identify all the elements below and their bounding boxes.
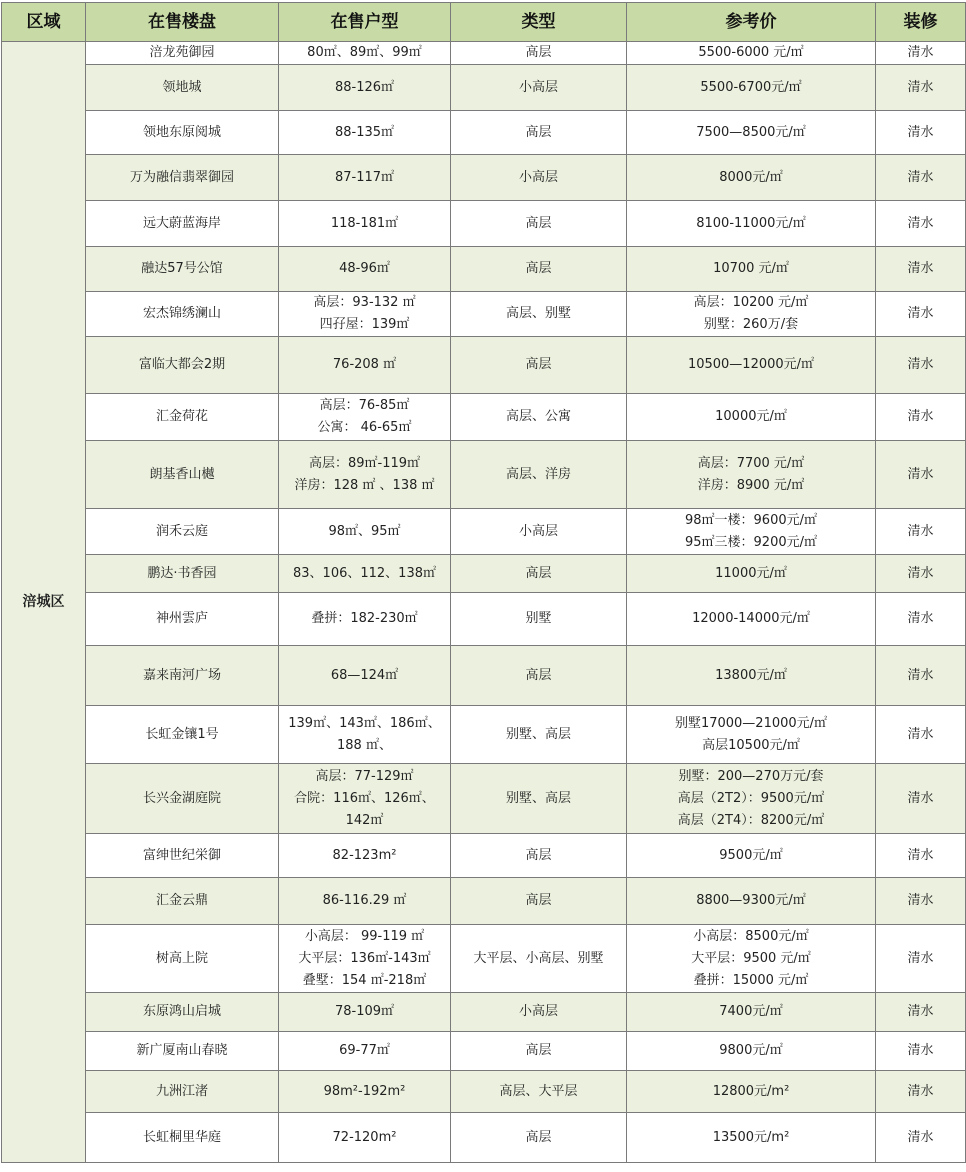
price-cell-line: 12000-14000元/㎡ xyxy=(692,611,810,626)
price-cell-line: 10700 元/㎡ xyxy=(713,261,789,276)
decoration-cell: 清水 xyxy=(876,878,966,925)
property-name-cell: 融达57号公馆 xyxy=(86,247,279,292)
unit-size-cell xyxy=(279,993,451,1032)
decoration-cell: 清水 xyxy=(876,764,966,834)
type-cell: 高层、大平层 xyxy=(451,1071,627,1113)
unit-size-cell-line: 82-123m² xyxy=(332,847,397,863)
header-property: 在售楼盘 xyxy=(86,3,279,42)
table-row xyxy=(2,292,966,337)
property-name-cell: 富绅世纪栄御 xyxy=(86,834,279,878)
unit-size-cell-line: 142㎡ xyxy=(345,812,384,828)
unit-size-cell-line: 68—124㎡ xyxy=(330,667,399,683)
unit-size-cell-line: 87-117㎡ xyxy=(334,169,395,185)
unit-size-cell xyxy=(279,1071,451,1113)
price-cell-line: 7400元/㎡ xyxy=(719,1004,783,1019)
price-cell-line: 别墅：200—270万元/套 xyxy=(678,768,824,784)
unit-size-cell xyxy=(279,878,451,925)
property-name-cell: 鹏达·书香园 xyxy=(86,555,279,593)
price-cell xyxy=(627,111,876,155)
decoration-cell: 清水 xyxy=(876,834,966,878)
type-cell: 高层 xyxy=(451,201,627,247)
decoration-cell: 清水 xyxy=(876,292,966,337)
table-row xyxy=(2,65,966,111)
property-name-cell: 九洲江渚 xyxy=(86,1071,279,1113)
decoration-cell: 清水 xyxy=(876,1071,966,1113)
unit-size-cell-line: 69-77㎡ xyxy=(339,1043,390,1058)
unit-size-cell-line: 大平层：136㎡-143㎡ xyxy=(298,950,431,966)
type-cell: 小高层 xyxy=(451,155,627,201)
table-row xyxy=(2,878,966,925)
property-name-cell: 涪龙苑御园 xyxy=(86,42,279,65)
price-cell-line: 高层：7700 元/㎡ xyxy=(697,455,805,471)
table-row xyxy=(2,925,966,993)
unit-size-cell-line: 高层：93-132 ㎡ xyxy=(313,295,416,310)
price-cell-line: 高层10500元/㎡ xyxy=(702,737,800,753)
price-cell-line: 10000元/㎡ xyxy=(715,409,787,424)
table-row xyxy=(2,1071,966,1113)
property-name-cell: 嘉来南河广场 xyxy=(86,646,279,706)
table-row xyxy=(2,509,966,555)
price-cell xyxy=(627,993,876,1032)
table-row xyxy=(2,993,966,1032)
table-header-row xyxy=(2,3,966,42)
property-name-cell: 新广厦南山春晓 xyxy=(86,1032,279,1071)
table-row xyxy=(2,337,966,394)
unit-size-cell xyxy=(279,441,451,509)
price-cell xyxy=(627,1071,876,1113)
unit-size-cell xyxy=(279,394,451,441)
type-cell: 高层 xyxy=(451,1113,627,1163)
price-cell xyxy=(627,706,876,764)
decoration-cell: 清水 xyxy=(876,555,966,593)
type-cell: 小高层 xyxy=(451,65,627,111)
type-cell: 高层、别墅 xyxy=(451,292,627,337)
unit-size-cell-line: 高层：89㎡-119㎡ xyxy=(308,455,421,471)
unit-size-cell-line: 188 ㎡、 xyxy=(337,737,392,753)
unit-size-cell-line: 86-116.29 ㎡ xyxy=(322,893,407,908)
unit-size-cell-line: 小高层： 99-119 ㎡ xyxy=(304,928,425,944)
type-cell: 大平层、小高层、别墅 xyxy=(451,925,627,993)
unit-size-cell-line: 48-96㎡ xyxy=(339,261,390,276)
property-name-cell: 东原鸿山启城 xyxy=(86,993,279,1032)
unit-size-cell xyxy=(279,646,451,706)
unit-size-cell-line: 98m²-192m² xyxy=(323,1083,406,1099)
decoration-cell: 清水 xyxy=(876,706,966,764)
region-cell: 涪城区 xyxy=(2,42,86,1163)
unit-size-cell xyxy=(279,292,451,337)
property-name-cell: 汇金云鼎 xyxy=(86,878,279,925)
price-cell-line: 别墅：260万/套 xyxy=(703,317,799,332)
decoration-cell: 清水 xyxy=(876,394,966,441)
price-cell-line: 7500—8500元/㎡ xyxy=(696,124,806,140)
price-cell xyxy=(627,1032,876,1071)
price-cell-line: 9500元/㎡ xyxy=(719,847,783,863)
unit-size-cell-line: 高层：76-85㎡ xyxy=(319,398,410,413)
price-cell-line: 12800元/m² xyxy=(712,1083,790,1099)
decoration-cell: 清水 xyxy=(876,925,966,993)
type-cell: 高层 xyxy=(451,337,627,394)
decoration-cell: 清水 xyxy=(876,593,966,646)
type-cell: 别墅 xyxy=(451,593,627,646)
price-cell-line: 11000元/㎡ xyxy=(715,565,787,581)
price-cell-line: 95㎡三楼：9200元/㎡ xyxy=(684,534,817,550)
decoration-cell: 清水 xyxy=(876,155,966,201)
type-cell: 高层 xyxy=(451,834,627,878)
unit-size-cell xyxy=(279,1032,451,1071)
decoration-cell: 清水 xyxy=(876,1113,966,1163)
price-cell xyxy=(627,394,876,441)
price-cell-line: 叠拼：15000 元/㎡ xyxy=(693,972,809,988)
decoration-cell: 清水 xyxy=(876,42,966,65)
decoration-cell: 清水 xyxy=(876,111,966,155)
price-cell xyxy=(627,337,876,394)
table-row xyxy=(2,155,966,201)
unit-size-cell-line: 139㎡、143㎡、186㎡、 xyxy=(288,715,441,731)
unit-size-cell xyxy=(279,1113,451,1163)
table-row xyxy=(2,42,966,65)
header-region: 区域 xyxy=(2,3,86,42)
price-cell xyxy=(627,441,876,509)
unit-size-cell-line: 88-135㎡ xyxy=(334,124,395,140)
price-cell-line: 洋房：8900 元/㎡ xyxy=(697,477,805,493)
type-cell: 高层、洋房 xyxy=(451,441,627,509)
decoration-cell: 清水 xyxy=(876,646,966,706)
price-cell-line: 小高层：8500元/㎡ xyxy=(693,928,809,944)
type-cell: 别墅、高层 xyxy=(451,764,627,834)
unit-size-cell-line: 公寓： 46-65㎡ xyxy=(317,420,412,435)
unit-size-cell-line: 叠拼：182-230㎡ xyxy=(311,611,418,626)
type-cell: 高层、公寓 xyxy=(451,394,627,441)
table-row xyxy=(2,706,966,764)
price-cell-line: 高层（2T4）：8200元/㎡ xyxy=(677,812,825,828)
price-cell-line: 8100-11000元/㎡ xyxy=(696,215,806,231)
price-cell-line: 8000元/㎡ xyxy=(719,169,783,185)
unit-size-cell-line: 72-120m² xyxy=(332,1129,397,1145)
unit-size-cell xyxy=(279,247,451,292)
price-cell xyxy=(627,764,876,834)
unit-size-cell-line: 四孖屋：139㎡ xyxy=(319,317,410,332)
header-price: 参考价 xyxy=(627,3,876,42)
price-cell-line: 13800元/㎡ xyxy=(715,667,787,683)
table-row xyxy=(2,111,966,155)
decoration-cell: 清水 xyxy=(876,65,966,111)
property-name-cell: 长兴金湖庭院 xyxy=(86,764,279,834)
table-row xyxy=(2,394,966,441)
property-listing-table xyxy=(1,2,966,1163)
header-unit-size: 在售户型 xyxy=(279,3,451,42)
price-cell xyxy=(627,646,876,706)
table-row xyxy=(2,555,966,593)
table-row xyxy=(2,201,966,247)
unit-size-cell-line: 98㎡、95㎡ xyxy=(328,523,401,539)
property-name-cell: 领地东原阅城 xyxy=(86,111,279,155)
price-cell xyxy=(627,247,876,292)
unit-size-cell-line: 88-126㎡ xyxy=(334,79,395,95)
type-cell: 高层 xyxy=(451,878,627,925)
type-cell: 小高层 xyxy=(451,509,627,555)
price-cell-line: 大平层：9500 元/㎡ xyxy=(691,950,811,966)
property-name-cell: 神州雲庐 xyxy=(86,593,279,646)
table-body xyxy=(2,42,966,1163)
table-row xyxy=(2,1113,966,1163)
table-row xyxy=(2,646,966,706)
price-cell xyxy=(627,42,876,65)
type-cell: 高层 xyxy=(451,646,627,706)
table-row xyxy=(2,1032,966,1071)
price-cell xyxy=(627,509,876,555)
table-row xyxy=(2,247,966,292)
decoration-cell: 清水 xyxy=(876,441,966,509)
price-cell xyxy=(627,878,876,925)
price-cell xyxy=(627,925,876,993)
price-cell xyxy=(627,155,876,201)
header-type: 类型 xyxy=(451,3,627,42)
price-cell xyxy=(627,593,876,646)
price-cell-line: 98㎡一楼：9600元/㎡ xyxy=(684,512,817,528)
type-cell: 高层 xyxy=(451,42,627,65)
header-decoration: 装修 xyxy=(876,3,966,42)
unit-size-cell xyxy=(279,925,451,993)
property-name-cell: 领地城 xyxy=(86,65,279,111)
decoration-cell: 清水 xyxy=(876,1032,966,1071)
property-name-cell: 远大蔚蓝海岸 xyxy=(86,201,279,247)
decoration-cell: 清水 xyxy=(876,247,966,292)
property-name-cell: 树高上院 xyxy=(86,925,279,993)
unit-size-cell xyxy=(279,834,451,878)
price-cell-line: 8800—9300元/㎡ xyxy=(696,893,806,908)
unit-size-cell-line: 洋房：128 ㎡ 、138 ㎡ xyxy=(294,477,435,493)
type-cell: 高层 xyxy=(451,555,627,593)
property-name-cell: 润禾云庭 xyxy=(86,509,279,555)
price-cell xyxy=(627,201,876,247)
unit-size-cell xyxy=(279,111,451,155)
decoration-cell: 清水 xyxy=(876,337,966,394)
price-cell xyxy=(627,834,876,878)
property-name-cell: 长虹桐里华庭 xyxy=(86,1113,279,1163)
price-cell-line: 5500-6700元/㎡ xyxy=(700,79,802,95)
unit-size-cell xyxy=(279,65,451,111)
price-cell-line: 5500-6000 元/㎡ xyxy=(698,45,804,60)
type-cell: 高层 xyxy=(451,1032,627,1071)
type-cell: 高层 xyxy=(451,111,627,155)
property-name-cell: 朗基香山樾 xyxy=(86,441,279,509)
property-name-cell: 长虹金镶1号 xyxy=(86,706,279,764)
unit-size-cell-line: 合院：116㎡、126㎡、 xyxy=(294,790,435,806)
price-cell-line: 9800元/㎡ xyxy=(719,1043,783,1058)
unit-size-cell xyxy=(279,201,451,247)
price-cell xyxy=(627,1113,876,1163)
unit-size-cell-line: 高层：77-129㎡ xyxy=(315,768,414,784)
table-row xyxy=(2,593,966,646)
unit-size-cell-line: 78-109㎡ xyxy=(334,1004,395,1019)
type-cell: 别墅、高层 xyxy=(451,706,627,764)
price-cell-line: 高层（2T2）：9500元/㎡ xyxy=(677,790,825,806)
price-cell xyxy=(627,292,876,337)
unit-size-cell-line: 叠墅：154 ㎡-218㎡ xyxy=(302,972,427,988)
type-cell: 高层 xyxy=(451,247,627,292)
unit-size-cell-line: 80㎡、89㎡、99㎡ xyxy=(307,45,422,60)
unit-size-cell-line: 118-181㎡ xyxy=(330,215,399,231)
table-row xyxy=(2,764,966,834)
unit-size-cell xyxy=(279,764,451,834)
property-name-cell: 富临大都会2期 xyxy=(86,337,279,394)
unit-size-cell xyxy=(279,555,451,593)
price-cell-line: 高层：10200 元/㎡ xyxy=(693,295,809,310)
table-row xyxy=(2,441,966,509)
property-name-cell: 宏杰锦绣澜山 xyxy=(86,292,279,337)
decoration-cell: 清水 xyxy=(876,509,966,555)
type-cell: 小高层 xyxy=(451,993,627,1032)
table-row xyxy=(2,834,966,878)
price-cell-line: 别墅17000—21000元/㎡ xyxy=(674,715,828,731)
price-cell xyxy=(627,65,876,111)
unit-size-cell xyxy=(279,337,451,394)
unit-size-cell xyxy=(279,509,451,555)
price-cell-line: 13500元/m² xyxy=(712,1129,790,1145)
property-name-cell: 汇金荷花 xyxy=(86,394,279,441)
unit-size-cell-line: 83、106、112、138㎡ xyxy=(293,565,436,581)
decoration-cell: 清水 xyxy=(876,993,966,1032)
decoration-cell: 清水 xyxy=(876,201,966,247)
unit-size-cell xyxy=(279,593,451,646)
unit-size-cell-line: 76-208 ㎡ xyxy=(332,357,397,372)
unit-size-cell xyxy=(279,155,451,201)
unit-size-cell xyxy=(279,706,451,764)
price-cell xyxy=(627,555,876,593)
property-name-cell: 万为融信翡翠御园 xyxy=(86,155,279,201)
price-cell-line: 10500—12000元/㎡ xyxy=(687,357,815,372)
unit-size-cell xyxy=(279,42,451,65)
